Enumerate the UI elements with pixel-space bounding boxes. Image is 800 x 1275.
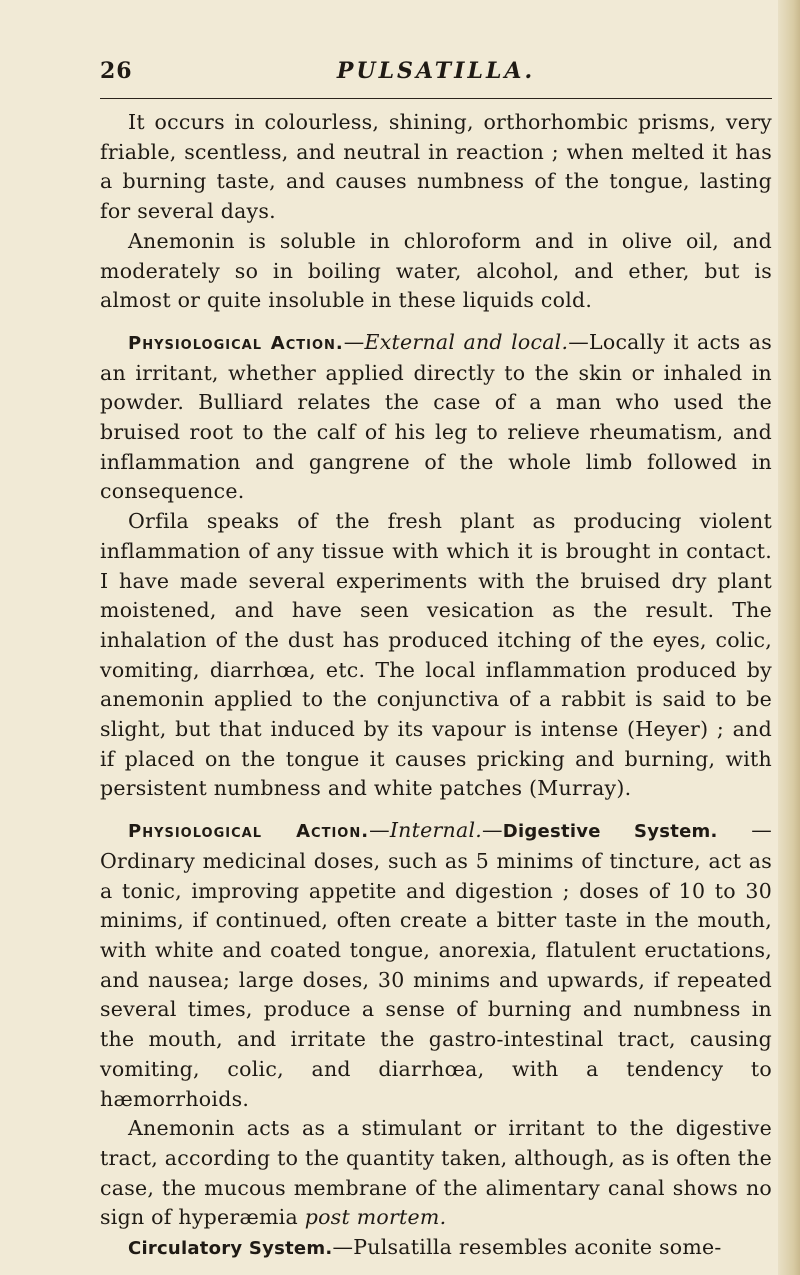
subheading-internal: Internal.	[389, 818, 483, 843]
system-heading-circulatory: Circulatory System.	[128, 1238, 333, 1260]
heading-dash: —	[343, 329, 365, 354]
post-mortem-italic: post mortem.	[304, 1205, 447, 1230]
page-number: 26	[100, 58, 133, 84]
paragraph-crystals: It occurs in colourless, shining, orthorhombic prisms, very friable, scentless, and neutral in reaction ; when melted it has a burning taste, and causes numbness of the tongue, lasting for several days.	[100, 110, 772, 224]
paragraph-solubility: Anemonin is soluble in chloroform and in olive oil, and moderately so in boiling water, alcohol, and ether, but is almost or quite insoluble in these liquids cold.	[100, 228, 772, 313]
heading-dash: —	[369, 818, 390, 843]
anemonin-digestive-text: Anemonin acts as a stimulant or irritant to the digestive tract, according to the quantity taken, although, as is often the case, the mucous membrane of the alimentary canal shows no sign of hyperæmia	[100, 1116, 772, 1230]
paragraph-anemonin-digestive	[100, 1114, 772, 1233]
section-heading-physiological-action: Physiological Action.	[128, 332, 344, 354]
header-rule	[100, 98, 772, 99]
running-title: PULSATILLA.	[336, 58, 536, 84]
subheading-external: External and local.	[364, 329, 569, 354]
section-heading-physiological-action-internal: Physiological Action.	[128, 821, 370, 843]
heading-dash-2: —	[482, 818, 503, 843]
paragraph-circulatory	[100, 1233, 772, 1264]
digestive-text: —Ordinary medicinal doses, such as 5 minims of tincture, act as a tonic, improving appetite and digestion ; doses of 10 to 30 minims, if continued, often create a bitter taste in the mouth, with white and coated tongue, anorexia, flatulent eructations, and nausea; large doses, 30 minims and upwards, if repeated several times, produce a sense of burning and numbness in the mouth, and irritate the gastro-intestinal tract, causing vomiting, colic, and diarrhœa, with a tendency to hæmorrhoids.	[100, 818, 772, 1111]
external-action-text: —Locally it acts as an irritant, whether applied directly to the skin or inhaled in powder. Bulliard relates the case of a man who used the bruised root to the calf of his leg to relieve rheumatism, and inflammation and gangrene of the whole limb followed in consequence.	[100, 329, 772, 504]
system-heading-digestive: Digestive System.	[502, 821, 718, 843]
paragraph-orfila: Orfila speaks of the fresh plant as producing violent inflammation of any tissue with which it is brought in contact. I have made several experiments with the bruised dry plant moistened, and have seen vesication as the result. The inhalation of the dust has produced itching of the eyes, colic, vomiting, diarrhœa, etc. The local inflammation produced by anemonin applied to the conjunctiva of a rabbit is said to be slight, but that induced by its vapour is intense (Heyer) ; and if placed on the tongue it causes pricking and burning, with persistent numbness and white patches (Murray).	[100, 509, 772, 801]
page-edge-shadow	[778, 0, 800, 1275]
paragraph-internal-action	[100, 816, 772, 1114]
paragraph-external-action	[100, 328, 772, 507]
page-header	[100, 54, 772, 94]
circulatory-text: —Pulsatilla resembles aconite some-	[332, 1235, 722, 1260]
body-text	[100, 108, 772, 1264]
